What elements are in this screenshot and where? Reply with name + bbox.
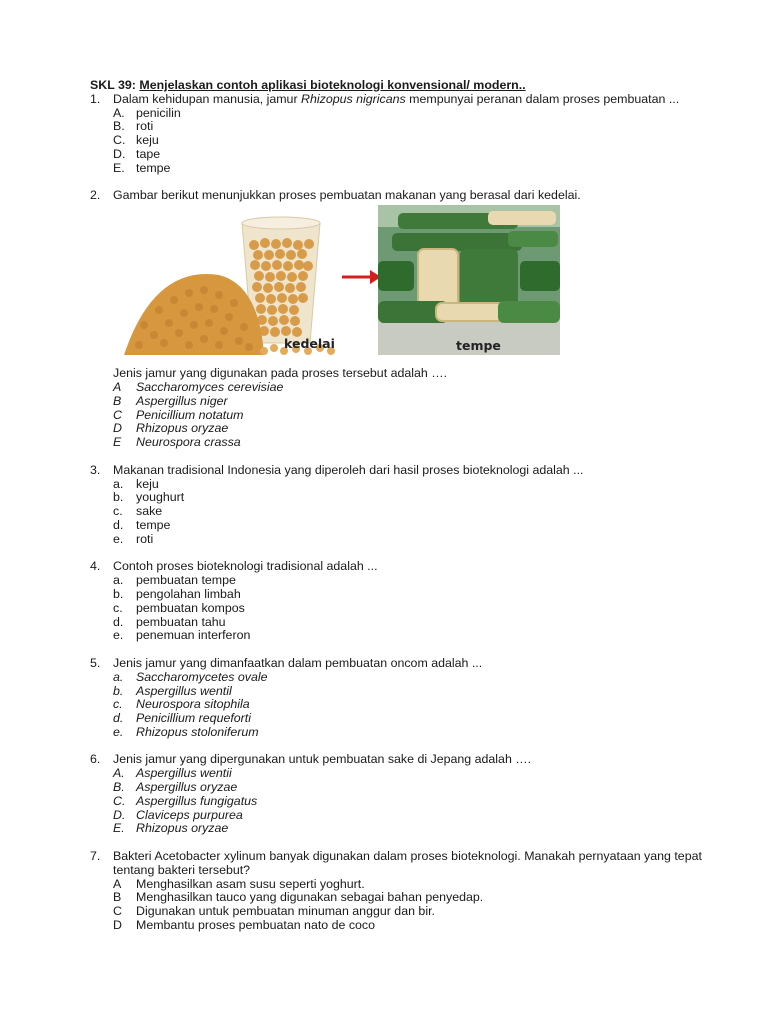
- option-text: Rhizopus oryzae: [136, 421, 229, 436]
- option-item: [113, 822, 710, 836]
- option-text: Aspergillus oryzae: [136, 780, 238, 795]
- option-letter: b.: [113, 586, 124, 601]
- option-text: Rhizopus stoloniferum: [136, 724, 259, 739]
- option-list: [113, 767, 710, 836]
- option-letter: d.: [113, 517, 124, 532]
- option-text: pembuatan tahu: [136, 614, 226, 629]
- option-letter: c.: [113, 600, 123, 615]
- question-text: Jenis jamur yang dipergunakan untuk pembuatan sake di Jepang adalah ….: [113, 752, 532, 767]
- question-number: 1.: [90, 91, 101, 106]
- option-item: [113, 519, 710, 533]
- option-item: [113, 905, 710, 919]
- question-7: [90, 850, 710, 933]
- question-text: Bakteri Acetobacter xylinum banyak digunakan dalam proses bioteknologi. Manakah pernyataan yang tepat tentang bakteri tersebut?: [113, 849, 702, 877]
- question-number: 7.: [90, 849, 101, 864]
- option-letter: C: [113, 904, 122, 919]
- option-letter: C: [113, 407, 122, 422]
- option-text: Menghasilkan tauco yang digunakan sebagai bahan penyedap.: [136, 890, 484, 905]
- option-item: [113, 107, 710, 121]
- option-text: Digunakan untuk pembuatan minuman anggur dan bir.: [136, 904, 435, 919]
- option-text: tempe: [136, 517, 171, 532]
- option-text: Penicillium requeforti: [136, 711, 252, 726]
- option-letter: e.: [113, 724, 124, 739]
- option-item: [113, 381, 710, 395]
- question-text: [113, 93, 710, 107]
- option-item: [113, 409, 710, 423]
- option-text: sake: [136, 504, 163, 519]
- option-letter: A.: [113, 766, 125, 781]
- question-2: [90, 189, 710, 450]
- option-letter: E.: [113, 160, 125, 175]
- question-number: 6.: [90, 752, 101, 767]
- option-text: Membantu proses pembuatan nato de coco: [136, 918, 376, 933]
- option-item: [113, 795, 710, 809]
- option-item: [113, 478, 710, 492]
- option-letter: e.: [113, 531, 124, 546]
- option-letter: C.: [113, 793, 126, 808]
- option-letter: B.: [113, 119, 125, 134]
- option-item: [113, 422, 710, 436]
- option-letter: a.: [113, 573, 124, 588]
- option-list: [113, 381, 710, 450]
- option-letter: b.: [113, 683, 124, 698]
- option-item: [113, 767, 710, 781]
- question-4: [90, 560, 710, 643]
- option-letter: c.: [113, 504, 123, 519]
- heading-topic: Menjelaskan contoh aplikasi bioteknologi konvensional/ modern..: [139, 78, 526, 92]
- question-number: 5.: [90, 655, 101, 670]
- question-6: [90, 753, 710, 836]
- option-text: keju: [136, 133, 159, 148]
- option-letter: B: [113, 890, 122, 905]
- option-letter: e.: [113, 628, 124, 643]
- tempe-image: [378, 205, 560, 355]
- option-item: [113, 616, 710, 630]
- question-number: 4.: [90, 559, 101, 574]
- question-1: [90, 93, 710, 176]
- worksheet: [90, 79, 710, 933]
- tempe-label: tempe: [456, 338, 501, 354]
- option-letter: b.: [113, 490, 124, 505]
- option-item: [113, 685, 710, 699]
- option-text: Rhizopus oryzae: [136, 821, 229, 836]
- option-letter: C.: [113, 133, 126, 148]
- kedelai-tempe-figure: [90, 205, 710, 363]
- worksheet-heading: [90, 79, 710, 93]
- option-text: Aspergillus wentil: [136, 683, 232, 698]
- species-name: Rhizopus nigricans: [301, 91, 406, 106]
- question-text-part: mempunyai peranan dalam proses pembuatan ...: [405, 91, 680, 106]
- option-text: Neurospora crassa: [136, 435, 241, 450]
- option-list: [113, 107, 710, 176]
- option-item: [113, 712, 710, 726]
- soybean-image: [124, 205, 349, 355]
- option-text: youghurt: [136, 490, 185, 505]
- option-letter: E: [113, 435, 122, 450]
- option-text: Aspergillus niger: [136, 393, 228, 408]
- option-text: pembuatan tempe: [136, 573, 236, 588]
- option-text: Aspergillus wentii: [136, 766, 232, 781]
- question-followup: Jenis jamur yang digunakan pada proses tersebut adalah ….: [113, 366, 448, 381]
- option-list: [113, 878, 710, 933]
- option-text: pengolahan limbah: [136, 586, 241, 601]
- option-text: Aspergillus fungigatus: [136, 793, 258, 808]
- option-letter: D.: [113, 807, 126, 822]
- heading-prefix: SKL 39:: [90, 78, 136, 92]
- option-letter: d.: [113, 614, 124, 629]
- option-item: [113, 781, 710, 795]
- question-5: [90, 657, 710, 740]
- option-text: roti: [136, 531, 154, 546]
- question-text: Jenis jamur yang dimanfaatkan dalam pembuatan oncom adalah ...: [113, 655, 483, 670]
- option-letter: a.: [113, 476, 124, 491]
- option-letter: D: [113, 421, 122, 436]
- option-letter: E.: [113, 821, 125, 836]
- option-text: Neurospora sitophila: [136, 697, 250, 712]
- option-letter: D.: [113, 146, 126, 161]
- option-list: [113, 478, 710, 547]
- option-item: [113, 726, 710, 740]
- kedelai-label: kedelai: [284, 336, 335, 352]
- option-list: [113, 671, 710, 740]
- option-item: [113, 162, 710, 176]
- question-3: [90, 464, 710, 547]
- option-text: penemuan interferon: [136, 628, 251, 643]
- option-text: Saccharomycetes ovale: [136, 669, 268, 684]
- question-text-part: Dalam kehidupan manusia, jamur: [113, 91, 302, 106]
- option-letter: d.: [113, 711, 124, 726]
- option-item: [113, 698, 710, 712]
- option-text: Menghasilkan asam susu seperti yoghurt.: [136, 876, 365, 891]
- option-letter: B: [113, 393, 122, 408]
- question-number: 2.: [90, 188, 101, 203]
- option-item: [113, 919, 710, 933]
- option-item: [113, 436, 710, 450]
- option-letter: c.: [113, 697, 123, 712]
- option-text: penicilin: [136, 105, 181, 120]
- option-list: [113, 574, 710, 643]
- question-number: 3.: [90, 462, 101, 477]
- option-letter: D: [113, 918, 122, 933]
- option-text: roti: [136, 119, 154, 134]
- option-letter: B.: [113, 780, 125, 795]
- option-item: [113, 395, 710, 409]
- option-item: [113, 134, 710, 148]
- option-letter: A: [113, 379, 122, 394]
- option-item: [113, 602, 710, 616]
- option-text: tempe: [136, 160, 171, 175]
- option-item: [113, 120, 710, 134]
- option-text: keju: [136, 476, 159, 491]
- option-text: pembuatan kompos: [136, 600, 245, 615]
- option-item: [113, 491, 710, 505]
- option-letter: A.: [113, 105, 125, 120]
- question-text: Makanan tradisional Indonesia yang diperoleh dari hasil proses bioteknologi adalah ...: [113, 462, 584, 477]
- option-text: Saccharomyces cerevisiae: [136, 379, 284, 394]
- option-item: [113, 891, 710, 905]
- option-text: Penicillium notatum: [136, 407, 244, 422]
- option-item: [113, 574, 710, 588]
- option-text: tape: [136, 146, 161, 161]
- question-text: Gambar berikut menunjukkan proses pembuatan makanan yang berasal dari kedelai.: [113, 188, 581, 203]
- arrow-right-icon: [342, 267, 382, 287]
- option-item: [113, 671, 710, 685]
- option-letter: a.: [113, 669, 124, 684]
- question-text: Contoh proses bioteknologi tradisional adalah ...: [113, 559, 378, 574]
- option-item: [113, 533, 710, 547]
- option-item: [113, 588, 710, 602]
- option-item: [113, 809, 710, 823]
- option-item: [113, 878, 710, 892]
- option-text: Claviceps purpurea: [136, 807, 243, 822]
- option-letter: A: [113, 876, 122, 891]
- option-item: [113, 505, 710, 519]
- option-item: [113, 148, 710, 162]
- option-item: [113, 629, 710, 643]
